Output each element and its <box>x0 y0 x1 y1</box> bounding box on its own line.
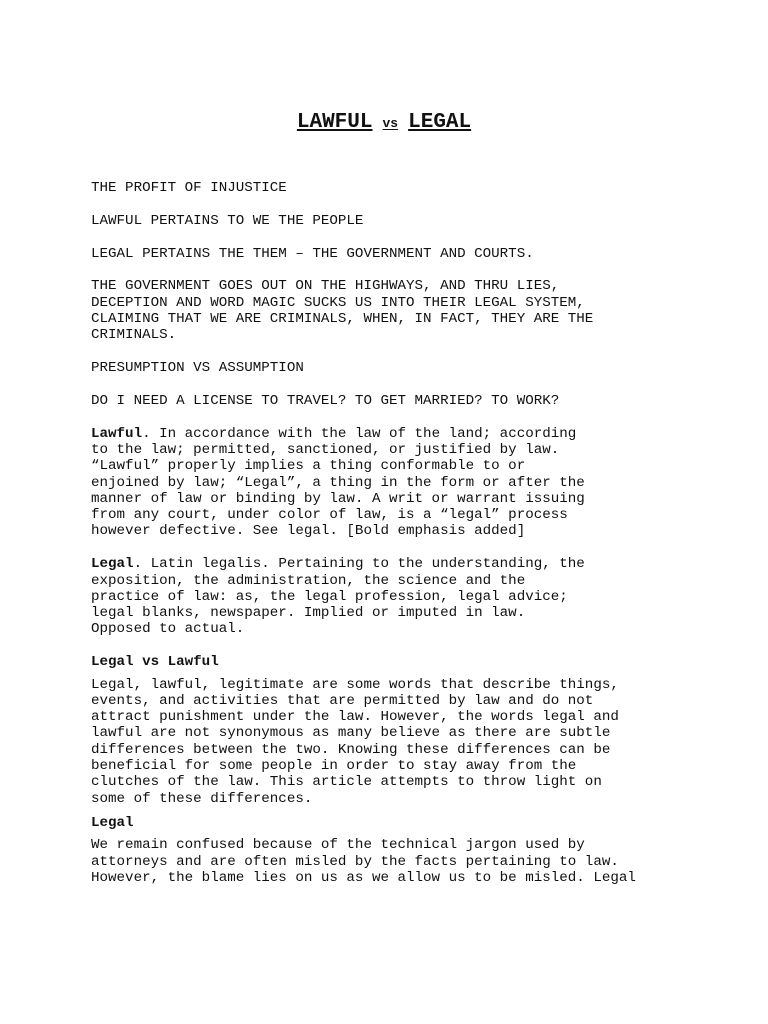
heading-legal-vs-lawful: Legal vs Lawful <box>91 654 219 671</box>
paragraph-government: THE GOVERNMENT GOES OUT ON THE HIGHWAYS, AND THRU LIES, DECEPTION AND WORD MAGIC SUCKS US INTO THEIR LEGAL SYSTEM, CLAIMING THAT WE ARE CRIMINALS, WHEN, IN FACT, THEY ARE THE CRIMINALS. <box>91 278 594 344</box>
paragraph-legal-vs-lawful: Legal, lawful, legitimate are some words that describe things, events, and activities that are permitted by law and do not attract punishment under the law. However, the words legal and lawful are not synonymous as many believe as there are subtle differences between the two. Knowing these differences can be beneficial for some people in order to stay away from the clutches of the law. This article attempts to throw light on some of these differences. <box>91 676 619 807</box>
definition-lawful <box>91 426 691 540</box>
document-body <box>91 180 691 903</box>
line-license-question: DO I NEED A LICENSE TO TRAVEL? TO GET MARRIED? TO WORK? <box>91 392 560 409</box>
line-lawful-pertains: LAWFUL PERTAINS TO WE THE PEOPLE <box>91 212 364 229</box>
definition-legal <box>91 556 691 637</box>
line-legal-pertains: LEGAL PERTAINS THE THEM – THE GOVERNMENT AND COURTS. <box>91 245 534 262</box>
paragraph-legal: We remain confused because of the technical jargon used by attorneys and are often misled by the facts pertaining to law. However, the blame lies on us as we allow us to be misled. Legal <box>91 837 636 886</box>
definition-legal-term: Legal <box>91 556 134 573</box>
heading-legal: Legal <box>91 814 134 831</box>
definition-lawful-term: Lawful <box>91 425 143 442</box>
line-presumption: PRESUMPTION VS ASSUMPTION <box>91 360 304 377</box>
title-vs: vs <box>382 116 399 131</box>
document-title <box>0 110 768 137</box>
title-legal: LEGAL <box>408 111 472 134</box>
line-profit-of-injustice: THE PROFIT OF INJUSTICE <box>91 180 287 196</box>
definition-lawful-text: . In accordance with the law of the land; according to the law; permitted, sanctioned, or justified by law. “Lawful” properly implies a thing conformable to or enjoined by law; “Legal”, a thing in the form or after the manner of law or binding by law. A writ or warrant issuing from any court, under color of law, is a “legal” process however defective. See legal. [Bold emphasis added] <box>91 425 585 540</box>
definition-legal-text: . Latin legalis. Pertaining to the understanding, the exposition, the administration, the science and the practice of law: as, the legal profession, legal advice; legal blanks, newspaper. Implied or imputed in law. Opposed to actual. <box>91 556 585 638</box>
title-lawful: LAWFUL <box>296 111 373 134</box>
